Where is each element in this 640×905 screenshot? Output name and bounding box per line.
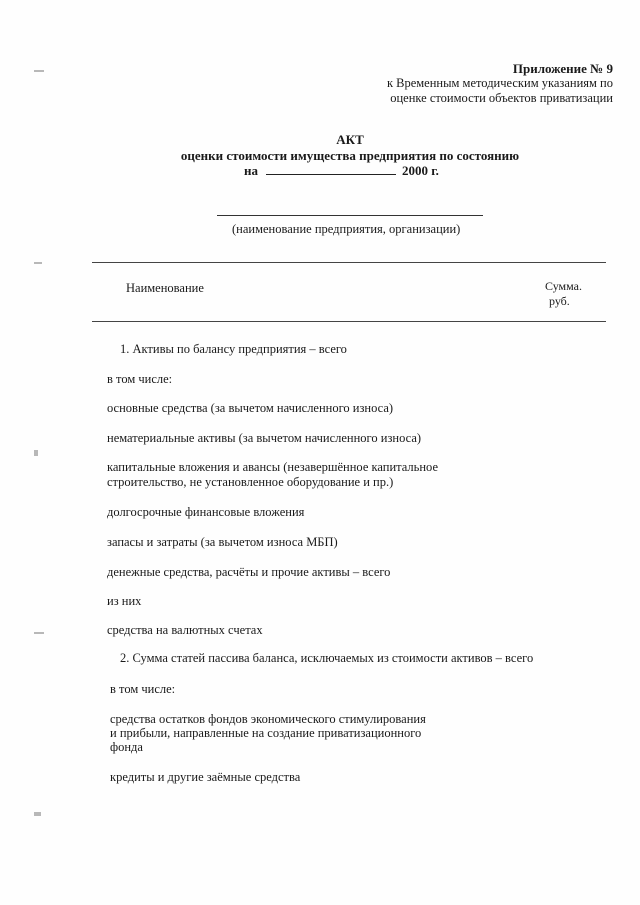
row-incentive-funds-line3: фонда <box>110 740 143 754</box>
column-header-sum <box>545 279 582 309</box>
appendix-reference-line2: оценке стоимости объектов приватизации <box>390 91 613 105</box>
appendix-reference-line1: к Временным методическим указаниям по <box>386 76 613 90</box>
organization-blank-field <box>217 215 483 216</box>
table-header-rule <box>92 321 606 322</box>
sum-label: Сумма. <box>545 279 582 293</box>
scan-mark <box>34 70 44 72</box>
row-incentive-funds-line2: и прибыли, направленные на создание приватизационного <box>110 726 422 740</box>
row-currency-accounts: средства на валютных счетах <box>107 623 263 637</box>
row-long-term-investments: долгосрочные финансовые вложения <box>107 505 305 519</box>
row-intangible-assets: нематериальные активы (за вычетом начисленного износа) <box>107 431 422 445</box>
row-of-which: из них <box>107 594 142 608</box>
scan-mark <box>34 262 42 264</box>
row-loans: кредиты и другие заёмные средства <box>110 770 301 784</box>
sum-unit: руб. <box>549 294 570 308</box>
scan-mark <box>34 450 38 456</box>
act-subtitle: оценки стоимости имущества предприятия по состоянию <box>180 148 520 163</box>
act-title: АКТ <box>336 132 364 147</box>
row-assets-total: 1. Активы по балансу предприятия – всего <box>120 342 347 356</box>
row-cash-and-other: денежные средства, расчёты и прочие активы – всего <box>107 565 391 579</box>
scan-mark <box>34 812 41 816</box>
row-capital-investments-line2: строительство, не установленное оборудование и пр.) <box>107 475 394 489</box>
row-including-2: в том числе: <box>110 682 176 696</box>
date-suffix: 2000 г. <box>402 163 439 178</box>
column-header-name: Наименование <box>126 281 204 295</box>
row-liabilities-total: 2. Сумма статей пассива баланса, исключаемых из стоимости активов – всего <box>120 651 534 665</box>
date-blank-field <box>266 163 396 175</box>
date-prefix: на <box>244 163 258 178</box>
scan-mark <box>34 632 44 634</box>
organization-caption: (наименование предприятия, организации) <box>232 222 461 236</box>
row-including: в том числе: <box>107 372 173 386</box>
appendix-title: Приложение № 9 <box>512 61 613 76</box>
row-incentive-funds-line1: средства остатков фондов экономического стимулирования <box>110 712 426 726</box>
row-capital-investments-line1: капитальные вложения и авансы (незавершённое капитальное <box>107 460 439 474</box>
row-inventory: запасы и затраты (за вычетом износа МБП) <box>107 535 338 549</box>
table-top-rule <box>92 262 606 263</box>
row-fixed-assets: основные средства (за вычетом начисленного износа) <box>107 401 394 415</box>
act-date-line <box>244 163 439 179</box>
